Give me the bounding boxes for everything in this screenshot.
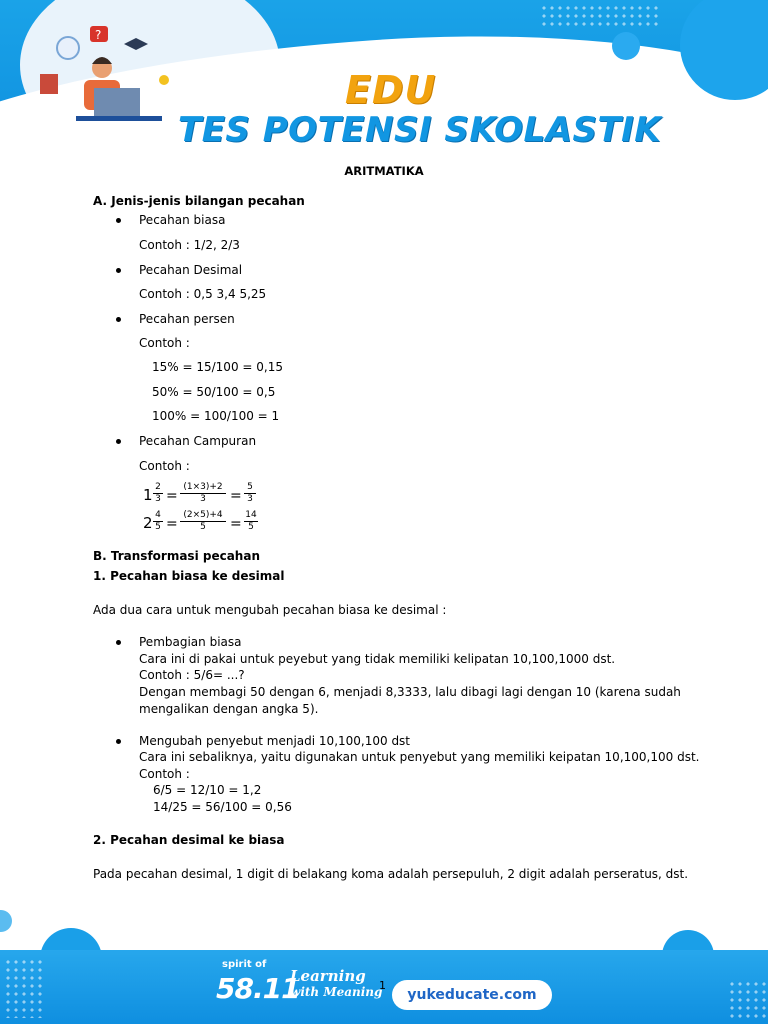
decor-circle [0,910,12,932]
dot-pattern [540,4,660,30]
percent-example: 50% = 50/100 = 0,5 [152,385,276,399]
percent-example: 100% = 100/100 = 1 [152,409,280,423]
equals-sign: = [166,516,178,532]
list-item-label: Mengubah penyebut menjadi 10,100,100 dst [139,734,411,748]
bullet [116,439,121,444]
example-text: Contoh : 1/2, 2/3 [139,238,240,252]
learning-line: with Meaning [290,985,383,999]
whole-number: 2 [143,514,153,532]
bullet [116,317,121,322]
denominator: 3 [200,494,206,504]
section-b-heading: B. Transformasi pecahan [93,549,260,563]
conversion-example: 14/25 = 56/100 = 0,56 [153,800,292,814]
numerator: 4 [155,510,161,520]
paragraph: Pada pecahan desimal, 1 digit di belakang koma adalah persepuluh, 2 digit adalah perseratus, dst. [93,867,689,881]
numerator: 2 [155,482,161,492]
decor-circle-small [612,32,640,60]
dot-pattern [728,980,768,1020]
list-item-label: Pecahan biasa [139,213,226,227]
denominator: 5 [248,522,254,532]
whole-number: 1 [143,486,153,504]
explanation-line: Contoh : [139,767,190,781]
equals-sign: = [230,488,242,504]
list-item-label: Pecahan persen [139,312,235,326]
bullet [116,268,121,273]
denominator: 5 [155,522,161,532]
numerator: 14 [245,510,257,520]
example-text: Contoh : 0,5 3,4 5,25 [139,287,267,301]
denominator: 3 [247,494,253,504]
conversion-example: 6/5 = 12/10 = 1,2 [153,783,262,797]
list-item-label: Pecahan Campuran [139,434,257,448]
fraction [153,482,163,505]
equals-sign: = [166,488,178,504]
subsection-heading: 1. Pecahan biasa ke desimal [93,569,285,583]
explanation-line: Dengan membagi 50 dengan 6, menjadi 8,3333, lalu dibagi lagi dengan 10 (karena sudah [139,685,681,699]
numerator: (1×3)+2 [183,482,223,492]
spirit-label: spirit of [222,959,267,970]
svg-text:?: ? [95,28,102,42]
numerator: 5 [247,482,253,492]
example-text: Contoh : [139,459,190,473]
learning-logo [290,968,382,1000]
bullet [116,218,121,223]
dot-pattern [4,958,44,1018]
subsection-heading: 2. Pecahan desimal ke biasa [93,833,285,847]
explanation-line: Contoh : 5/6= ...? [139,668,245,682]
brand-title: EDU [345,68,437,112]
page-number: 1 [379,979,386,992]
website-link[interactable]: yukeducate.com [392,980,552,1010]
example-text: Contoh : [139,336,190,350]
fraction [244,482,256,505]
section-a-heading: A. Jenis-jenis bilangan pecahan [93,194,305,208]
fraction [244,510,258,533]
spirit-number: 58.11 [216,972,300,1005]
explanation-line: Cara ini sebaliknya, yaitu digunakan untuk penyebut yang memiliki keipatan 10,100,100 dst. [139,750,700,764]
fraction [180,510,226,533]
explanation-line: Cara ini di pakai untuk peyebut yang tidak memiliki kelipatan 10,100,1000 dst. [139,652,616,666]
bullet [116,640,121,645]
denominator: 3 [155,494,161,504]
list-item-label: Pembagian biasa [139,635,242,649]
paragraph: Ada dua cara untuk mengubah pecahan biasa ke desimal : [93,603,447,617]
fraction [153,510,163,533]
denominator: 5 [200,522,206,532]
percent-example: 15% = 15/100 = 0,15 [152,360,283,374]
equals-sign: = [230,516,242,532]
student-illustration [36,22,176,132]
list-item-label: Pecahan Desimal [139,263,243,277]
header-title: TES POTENSI SKOLASTIK [178,110,662,150]
document-title: ARITMATIKA [344,164,424,178]
explanation-line: mengalikan dengan angka 5). [139,702,319,716]
fraction [180,482,226,505]
bullet [116,739,121,744]
numerator: (2×5)+4 [183,510,223,520]
learning-line: Learning [290,967,366,985]
